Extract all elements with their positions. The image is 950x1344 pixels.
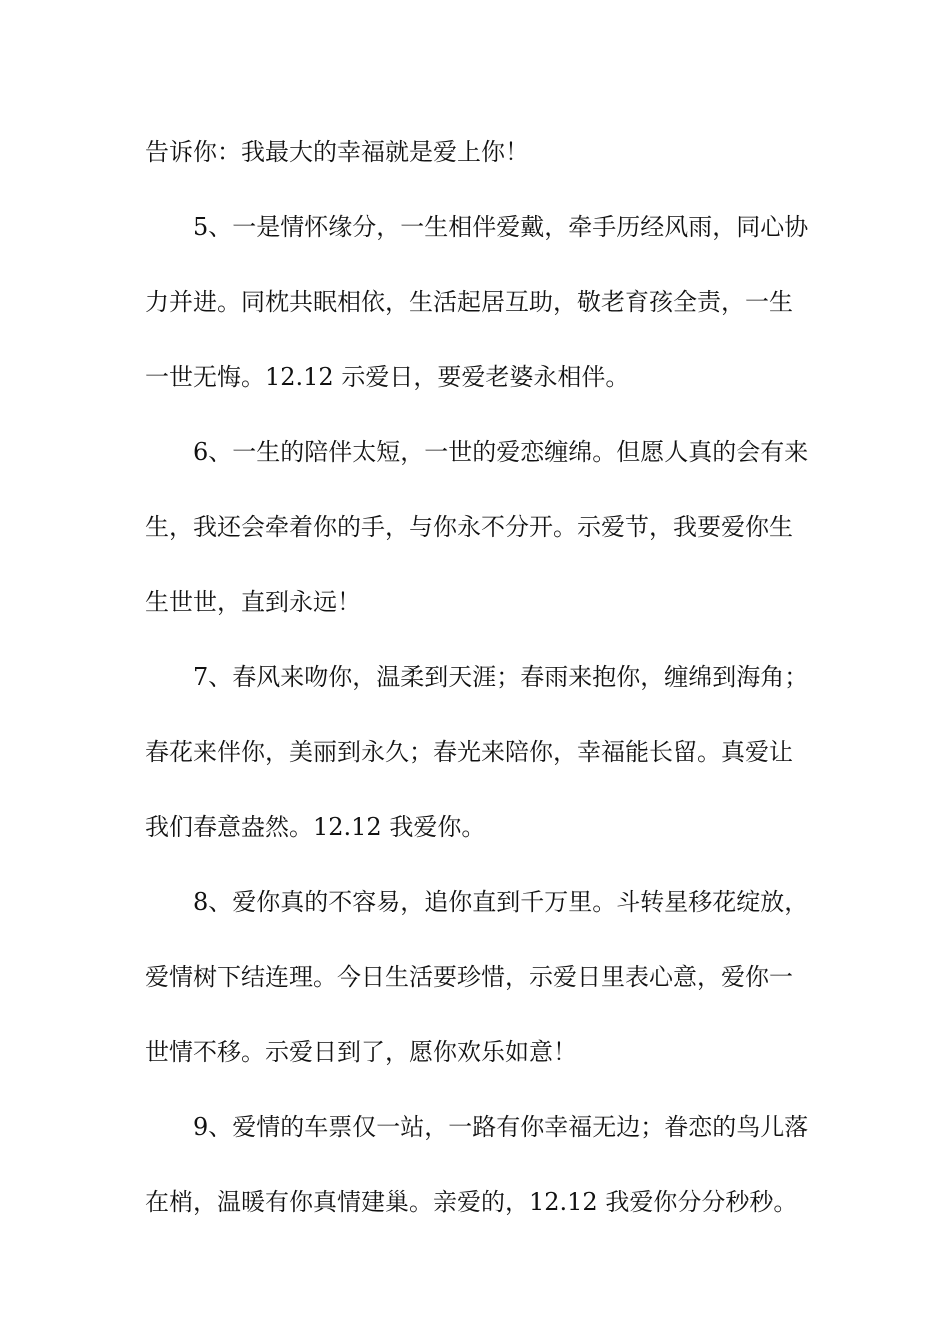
paragraph-6-line-1: 6、一生的陪伴太短，一世的爱恋缠绵。但愿人真的会有来 bbox=[193, 438, 809, 466]
paragraph-7-line-1: 7、春风来吻你，温柔到天涯；春雨来抱你，缠绵到海角； bbox=[193, 663, 809, 691]
paragraph-5-line-3: 一世无悔。12.12 示爱日，要爱老婆永相伴。 bbox=[145, 363, 630, 391]
paragraph-5-line-2: 力并进。同枕共眠相依，生活起居互助，敬老育孩全责，一生 bbox=[145, 288, 793, 316]
text-line-1: 告诉你：我最大的幸福就是爱上你！ bbox=[145, 138, 529, 166]
paragraph-6-line-3: 生世世，直到永远！ bbox=[145, 588, 361, 616]
paragraph-9-line-2: 在梢，温暖有你真情建巢。亲爱的，12.12 我爱你分分秒秒。 bbox=[145, 1188, 798, 1216]
paragraph-7-line-2: 春花来伴你，美丽到永久；春光来陪你，幸福能长留。真爱让 bbox=[145, 738, 793, 766]
paragraph-8-line-1: 8、爱你真的不容易，追你直到千万里。斗转星移花绽放， bbox=[193, 888, 809, 916]
paragraph-6-line-2: 生，我还会牵着你的手，与你永不分开。示爱节，我要爱你生 bbox=[145, 513, 793, 541]
paragraph-5-line-1: 5、一是情怀缘分，一生相伴爱戴，牵手历经风雨，同心协 bbox=[193, 213, 809, 241]
paragraph-8-line-3: 世情不移。示爱日到了，愿你欢乐如意！ bbox=[145, 1038, 577, 1066]
paragraph-9-line-1: 9、爱情的车票仅一站，一路有你幸福无边；眷恋的鸟儿落 bbox=[193, 1113, 809, 1141]
paragraph-7-line-3: 我们春意盎然。12.12 我爱你。 bbox=[145, 813, 486, 841]
paragraph-8-line-2: 爱情树下结连理。今日生活要珍惜，示爱日里表心意，爱你一 bbox=[145, 963, 793, 991]
